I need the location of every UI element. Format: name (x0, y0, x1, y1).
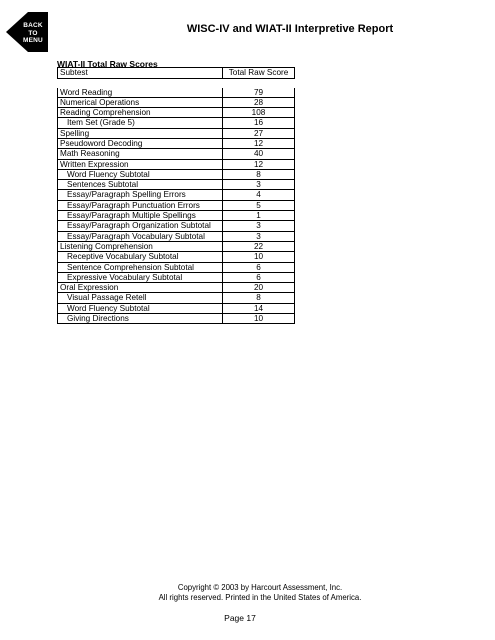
raw-score-value: 28 (223, 97, 295, 107)
subtest-name: Essay/Paragraph Organization Subtotal (58, 221, 223, 231)
raw-score-value: 8 (223, 169, 295, 179)
table-row (58, 97, 295, 107)
table-row (58, 190, 295, 200)
raw-score-value: 3 (223, 221, 295, 231)
subtest-name: Giving Directions (58, 314, 223, 324)
table-row (58, 252, 295, 262)
subtest-name: Numerical Operations (58, 97, 223, 107)
subtest-name: Spelling (58, 128, 223, 138)
raw-score-value: 12 (223, 159, 295, 169)
subtest-name: Written Expression (58, 159, 223, 169)
back-to-menu-button[interactable] (4, 10, 48, 54)
raw-score-value: 12 (223, 138, 295, 148)
table-row (58, 180, 295, 190)
table-row (58, 128, 295, 138)
table-header-row (58, 68, 295, 79)
raw-score-value: 27 (223, 128, 295, 138)
table-row (58, 149, 295, 159)
page-number: Page 17 (224, 613, 256, 623)
subtest-name: Essay/Paragraph Spelling Errors (58, 190, 223, 200)
table-row (58, 303, 295, 313)
subtest-name: Word Fluency Subtotal (58, 303, 223, 313)
raw-score-value: 8 (223, 293, 295, 303)
table-row (58, 118, 295, 128)
subtest-name: Expressive Vocabulary Subtotal (58, 272, 223, 282)
subtest-name: Essay/Paragraph Multiple Spellings (58, 211, 223, 221)
subtest-name: Oral Expression (58, 283, 223, 293)
raw-score-value: 5 (223, 200, 295, 210)
table-row (58, 221, 295, 231)
table-row (58, 200, 295, 210)
table-row (58, 138, 295, 148)
raw-scores-table (57, 67, 295, 324)
raw-score-value: 22 (223, 241, 295, 251)
raw-score-value: 3 (223, 180, 295, 190)
raw-score-value: 79 (223, 88, 295, 98)
raw-score-value: 108 (223, 108, 295, 118)
raw-score-value: 20 (223, 283, 295, 293)
subtest-name: Receptive Vocabulary Subtotal (58, 252, 223, 262)
raw-score-value: 4 (223, 190, 295, 200)
raw-score-value: 3 (223, 231, 295, 241)
table-row (58, 314, 295, 324)
subtest-name: Pseudoword Decoding (58, 138, 223, 148)
rights-notice: All rights reserved. Printed in the United States of America. (158, 593, 362, 602)
raw-score-value: 6 (223, 272, 295, 282)
raw-score-value: 14 (223, 303, 295, 313)
raw-score-value: 1 (223, 211, 295, 221)
subtest-name: Listening Comprehension (58, 241, 223, 251)
subtest-name: Word Reading (58, 88, 223, 98)
raw-score-value: 16 (223, 118, 295, 128)
column-header-subtest: Subtest (58, 68, 223, 79)
subtest-name: Sentences Subtotal (58, 180, 223, 190)
subtest-name: Word Fluency Subtotal (58, 169, 223, 179)
section-title: WIAT-II Total Raw Scores (57, 59, 158, 69)
table-row (58, 262, 295, 272)
table-row (58, 231, 295, 241)
raw-score-value: 40 (223, 149, 295, 159)
table-row (58, 272, 295, 282)
table-row (58, 159, 295, 169)
column-header-total-raw-score: Total Raw Score (223, 68, 295, 79)
table-row (58, 241, 295, 251)
report-title: WISC-IV and WIAT-II Interpretive Report (186, 23, 394, 35)
subtest-name: Essay/Paragraph Punctuation Errors (58, 200, 223, 210)
subtest-name: Math Reasoning (58, 149, 223, 159)
table-row (58, 283, 295, 293)
table-row (58, 169, 295, 179)
subtest-name: Essay/Paragraph Vocabulary Subtotal (58, 231, 223, 241)
subtest-name: Reading Comprehension (58, 108, 223, 118)
subtest-name: Sentence Comprehension Subtotal (58, 262, 223, 272)
subtest-name: Item Set (Grade 5) (58, 118, 223, 128)
table-row (58, 293, 295, 303)
raw-score-value: 10 (223, 314, 295, 324)
table-row (58, 211, 295, 221)
subtest-name: Visual Passage Retell (58, 293, 223, 303)
table-row (58, 88, 295, 98)
raw-score-value: 10 (223, 252, 295, 262)
table-spacer-row (58, 79, 295, 88)
raw-score-value: 6 (223, 262, 295, 272)
back-to-menu-label: BACK TO MENU (23, 22, 43, 44)
copyright-notice: Copyright © 2003 by Harcourt Assessment, Inc. (177, 583, 343, 592)
table-row (58, 108, 295, 118)
